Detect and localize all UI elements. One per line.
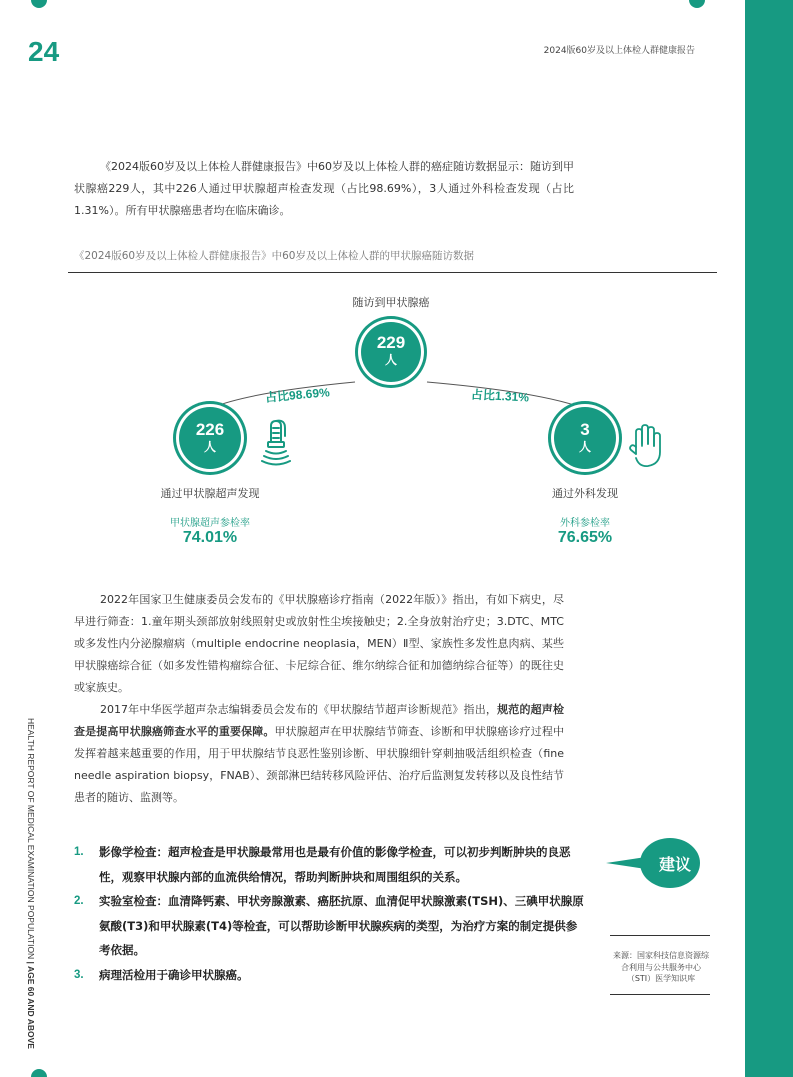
left-node-value: 226: [195, 420, 225, 439]
left-node-circle: [179, 407, 241, 469]
intro-paragraph: 《2024版60岁及以上体检人群健康报告》中60岁及以上体检人群的癌症随访数据显示：随访到甲状腺癌229人，其中226人通过甲状腺超声检查发现（占比98.69%），3人通过外科检查发现（占比1.31%）。所有甲状腺癌患者均在临床确诊。: [74, 160, 574, 217]
recommendation-list: [74, 840, 584, 987]
guideline-text: 2022年国家卫生健康委员会发布的《甲状腺癌诊疗指南（2022年版）》指出，有如下病史，尽早进行筛查：1.童年期头颈部放射线照射史或放射性尘埃接触史；2.全身放射治疗史；3.DTC、MTC或多发性内分泌腺瘤病（multiple endocrine neoplasia，MEN）Ⅱ型、家族性多发性息肉病、某些甲状腺癌综合征（如多发性错构瘤综合征、卡尼综合征、维尔纳综合征和加德纳综合征等）的既往史或家族史。: [74, 593, 564, 694]
right-node-label: 通过外科发现: [552, 487, 618, 500]
list-item-number: 2.: [74, 895, 84, 907]
left-rate-label: 甲状腺超声参检率: [170, 518, 250, 529]
list-item-number: 1.: [74, 846, 84, 858]
ultrasound-probe-icon: [258, 418, 292, 468]
top-node-label: 随访到甲状腺癌: [352, 296, 430, 309]
palpating-hand-icon: [628, 424, 664, 470]
page-edge-band: [745, 0, 793, 1077]
chart-title: 《2024版60岁及以上体检人群健康报告》中60岁及以上体检人群的甲状腺癌随访数据: [74, 250, 474, 262]
right-node-value: 3: [580, 420, 590, 439]
ultrasound-text-start: 2017年中华医学超声杂志编辑委员会发布的《甲状腺结节超声诊断规范》指出，: [100, 703, 498, 716]
left-rate-value: 74.01%: [182, 529, 238, 546]
list-item: [74, 963, 584, 988]
right-node-unit: 人: [578, 440, 591, 454]
advice-badge: 建议: [640, 838, 700, 888]
left-node-label: 通过甲状腺超声发现: [160, 487, 260, 500]
page-number: 24: [28, 36, 60, 67]
right-share-label: 占比1.31%: [470, 387, 530, 405]
ultrasound-paragraph: [74, 699, 564, 809]
top-node-value: 229: [376, 333, 406, 352]
side-report-title: [26, 718, 36, 1049]
side-title-separator: |: [26, 959, 36, 966]
right-rate-value: 76.65%: [557, 529, 613, 546]
source-rule-bottom: [610, 994, 710, 995]
source-rule-top: [610, 935, 710, 936]
list-item-text: 病理活检用于确诊甲状腺癌。: [99, 967, 249, 982]
chart-title-rule: [68, 272, 717, 273]
ultrasound-text-end: 甲状腺超声在甲状腺结节筛查、诊断和甲状腺癌诊疗过程中发挥着越来越重要的作用，用于甲状腺结节良恶性鉴别诊断、甲状腺细针穿刺抽吸活组织检查（fine needle aspiration biopsy，FNAB）、颈部淋巴结转移风险评估、治疗后监测复发转移以及良性结节患者的随访、监测等。: [74, 725, 565, 804]
right-node-circle: [554, 407, 616, 469]
side-title-part-b: AGE 60 AND ABOVE: [26, 965, 36, 1049]
guideline-paragraph: [74, 589, 564, 699]
body-text: [74, 589, 564, 809]
right-rate-label: 外科参检率: [560, 518, 610, 529]
list-item-text: 影像学检查：超声检查是甲状腺最常用也是最有价值的影像学检查，可以初步判断肿块的良恶性，观察甲状腺内部的血流供给情况，帮助判断肿块和周围组织的关系。: [99, 845, 571, 884]
side-title-part-a: HEALTH REPORT OF MEDICAL EXAMINATION POPULATION: [26, 718, 36, 960]
corner-dot-top-right: [689, 0, 705, 8]
source-note: 来源：国家科技信息资源综合利用与公共服务中心（STI）医学知识库: [613, 951, 709, 983]
list-item-number: 3.: [74, 968, 84, 981]
left-share-label: 占比98.69%: [264, 385, 331, 405]
list-item: [74, 840, 584, 889]
corner-dot-bottom-left: [31, 1069, 47, 1077]
list-item: [74, 889, 584, 963]
top-node-circle: [361, 322, 421, 382]
left-node-unit: 人: [203, 440, 216, 454]
corner-dot-top-left: [31, 0, 47, 8]
list-item-text: 实验室检查：血清降钙素、甲状旁腺激素、癌胚抗原、血清促甲状腺激素(TSH)、三碘甲状腺原氨酸(T3)和甲状腺素(T4)等检查，可以帮助诊断甲状腺疾病的类型，为治疗方案的制定提供参考依据。: [99, 894, 584, 957]
ultrasound-text-emphasis: 规范的超声检查是提高甲状腺癌筛查水平的重要保障。: [74, 703, 564, 738]
running-header: 2024版60岁及以上体检人群健康报告: [543, 46, 695, 56]
top-node-unit: 人: [384, 353, 397, 367]
